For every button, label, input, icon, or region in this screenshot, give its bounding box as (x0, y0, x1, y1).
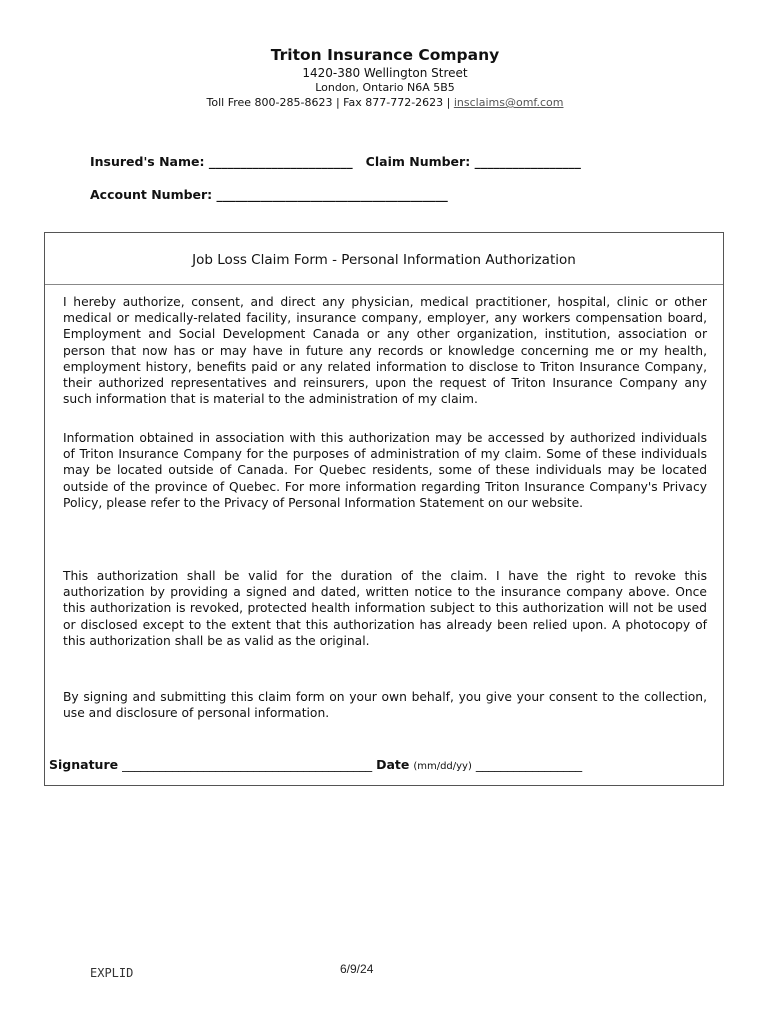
revision-date: 6/9/24 (340, 962, 374, 976)
account-number-label: Account Number: (90, 187, 213, 202)
insured-claim-row (90, 154, 581, 169)
signature-field[interactable]: ________________________________________ (122, 757, 373, 772)
form-code: EXPLID (90, 966, 134, 980)
date-format-hint: (mm/dd/yy) (413, 761, 472, 772)
date-field[interactable]: _________________ (475, 757, 583, 772)
insured-name-label: Insured's Name: (90, 154, 205, 169)
email-link[interactable]: insclaims@omf.com (453, 96, 564, 109)
phone-fax-text: Toll Free 800-285-8623 | Fax 877-772-2623 | (206, 96, 454, 109)
city-address: London, Ontario N6A 5B5 (315, 81, 455, 94)
street-address: 1420-380 Wellington Street (302, 66, 468, 80)
privacy-paragraph: Information obtained in association with this authorization may be accessed by authorized individuals of Triton Insurance Company for the purposes of administration of my claim. Some of these individuals may be located outside of Canada. For Quebec residents, some of these individuals may be located outside of the province of Quebec. For more information regarding Triton Insurance Company's Privacy Policy, please refer to the Privacy of Personal Information Statement on our website. (63, 431, 707, 510)
claim-number-field[interactable]: _________________ (474, 154, 581, 169)
date-label: Date (376, 757, 410, 772)
consent-paragraph: By signing and submitting this claim form on your own behalf, you give your consent to the collection, use and disclosure of personal information. (63, 690, 707, 721)
authorization-paragraph: I hereby authorize, consent, and direct any physician, medical practitioner, hospital, clinic or other medical or medically-related facility, insurance company, employer, any workers compensation board, Employment and Social Development Canada or any other organization, institution, association or person that now has or may have in future any records or knowledge concerning me or my health, employment history, benefits paid or any related information to disclose to Triton Insurance Company, their authorized representatives and reinsurers, upon the request of Triton Insurance Company any such information that is material to the administration of my claim. (63, 295, 707, 407)
form-title: Job Loss Claim Form - Personal Information Authorization (45, 233, 723, 285)
account-row (90, 187, 448, 202)
account-number-field[interactable]: _____________________________________ (216, 187, 448, 202)
contact-line (0, 95, 770, 110)
company-name: Triton Insurance Company (270, 46, 500, 64)
authorization-box (44, 232, 724, 786)
insured-name-field[interactable]: _______________________ (208, 154, 353, 169)
signature-row (49, 757, 582, 772)
claim-number-label: Claim Number: (365, 154, 471, 169)
letterhead (0, 45, 770, 110)
signature-label: Signature (49, 757, 119, 772)
validity-paragraph: This authorization shall be valid for the duration of the claim. I have the right to revoke this authorization by providing a signed and dated, written notice to the insurance company above. Once this authorization is revoked, protected health information subject to this authorization will not be used or disclosed except to the extent that this authorization has already been relied upon. A photocopy of this authorization shall be as valid as the original. (63, 569, 707, 648)
